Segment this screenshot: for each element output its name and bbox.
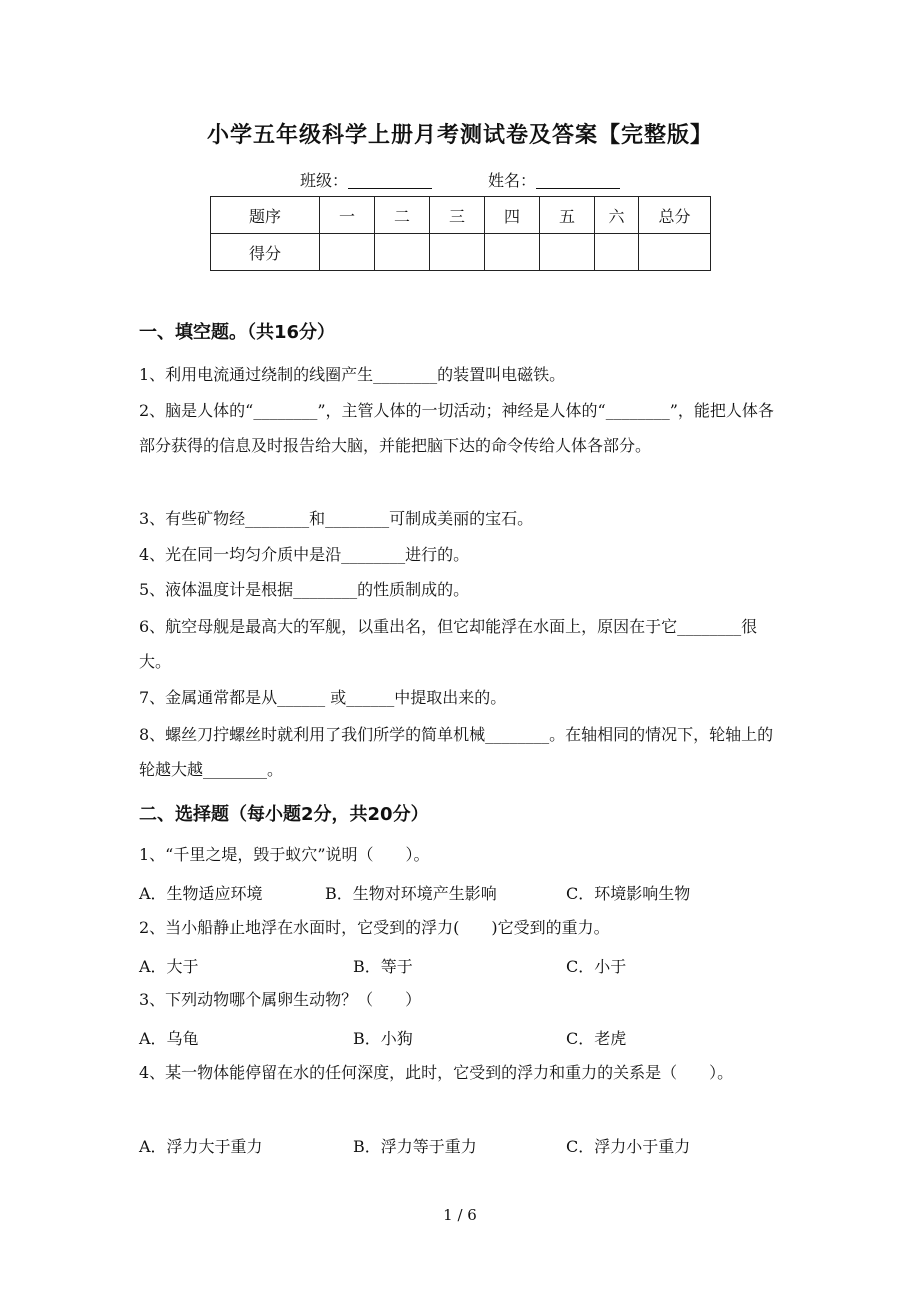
score-header-cell: 三 bbox=[430, 197, 485, 234]
option-b: B．小狗 bbox=[353, 1029, 413, 1048]
option-a: A．浮力大于重力 bbox=[139, 1137, 263, 1156]
score-cell bbox=[639, 234, 711, 271]
choice-question-2: 2、当小船静止地浮在水面时，它受到的浮力( )它受到的重力。 bbox=[139, 918, 610, 937]
fill-question-7: 7、金属通常都是从______ 或______中提取出来的。 bbox=[139, 688, 507, 707]
score-header-cell: 一 bbox=[320, 197, 375, 234]
score-header-cell: 六 bbox=[595, 197, 639, 234]
choice-options-3 bbox=[139, 1026, 784, 1050]
score-cell bbox=[595, 234, 639, 271]
option-c: C．小于 bbox=[566, 957, 627, 976]
score-cell bbox=[430, 234, 485, 271]
score-table-header-row bbox=[211, 197, 711, 234]
choice-question-4: 4、某一物体能停留在水的任何深度，此时，它受到的浮力和重力的关系是（ ）。 bbox=[139, 1063, 734, 1082]
score-table bbox=[210, 196, 711, 271]
option-c: C．浮力小于重力 bbox=[566, 1137, 691, 1156]
score-header-cell: 题序 bbox=[211, 197, 320, 234]
fill-question-4: 4、光在同一均匀介质中是沿________进行的。 bbox=[139, 545, 470, 564]
option-a: A．生物适应环境 bbox=[139, 884, 263, 903]
fill-question-2: 2、脑是人体的“________”，主管人体的一切活动；神经是人体的“________”，能把人体各部分获得的信息及时报告给大脑，并能把脑下达的命令传给人体各部分。 bbox=[139, 401, 774, 455]
score-header-cell: 二 bbox=[375, 197, 430, 234]
score-cell bbox=[540, 234, 595, 271]
fill-question-8: 8、螺丝刀拧螺丝时就利用了我们所学的简单机械________。在轴相同的情况下，轮轴上的轮越大越________。 bbox=[139, 725, 774, 779]
score-table-row bbox=[211, 234, 711, 271]
choice-question-3: 3、下列动物哪个属卵生动物？（ ） bbox=[139, 990, 422, 1009]
score-row-label: 得分 bbox=[211, 234, 320, 271]
student-info-line bbox=[0, 168, 920, 191]
choice-options-2 bbox=[139, 954, 784, 978]
fill-question-1: 1、利用电流通过绕制的线圈产生________的装置叫电磁铁。 bbox=[139, 365, 566, 384]
class-blank bbox=[348, 172, 432, 189]
option-b: B．等于 bbox=[353, 957, 413, 976]
page-number: 1 / 6 bbox=[443, 1206, 477, 1224]
section-2-heading: 二、选择题（每小题2分，共20分） bbox=[139, 804, 429, 825]
score-cell bbox=[320, 234, 375, 271]
choice-question-1: 1、“千里之堤，毁于蚁穴”说明（ ）。 bbox=[139, 845, 430, 864]
option-c: C．环境影响生物 bbox=[566, 884, 691, 903]
option-b: B．生物对环境产生影响 bbox=[325, 884, 497, 903]
name-label: 姓名： bbox=[488, 171, 537, 190]
fill-question-3: 3、有些矿物经________和________可制成美丽的宝石。 bbox=[139, 509, 534, 528]
choice-options-1 bbox=[139, 881, 784, 905]
section-1-heading: 一、填空题。（共16分） bbox=[139, 322, 336, 343]
fill-question-6: 6、航空母舰是最高大的军舰，以重出名，但它却能浮在水面上，原因在于它________很大。 bbox=[139, 617, 758, 671]
option-c: C．老虎 bbox=[566, 1029, 627, 1048]
score-cell bbox=[375, 234, 430, 271]
option-b: B．浮力等于重力 bbox=[353, 1137, 477, 1156]
score-header-cell: 总分 bbox=[639, 197, 711, 234]
exam-title: 小学五年级科学上册月考测试卷及答案【完整版】 bbox=[206, 123, 713, 148]
choice-options-4 bbox=[139, 1134, 784, 1158]
option-a: A．乌龟 bbox=[139, 1029, 199, 1048]
name-blank bbox=[536, 172, 620, 189]
class-label: 班级： bbox=[299, 171, 348, 190]
score-header-cell: 四 bbox=[485, 197, 540, 234]
fill-question-5: 5、液体温度计是根据________的性质制成的。 bbox=[139, 580, 470, 599]
score-header-cell: 五 bbox=[540, 197, 595, 234]
option-a: A．大于 bbox=[139, 957, 199, 976]
score-cell bbox=[485, 234, 540, 271]
